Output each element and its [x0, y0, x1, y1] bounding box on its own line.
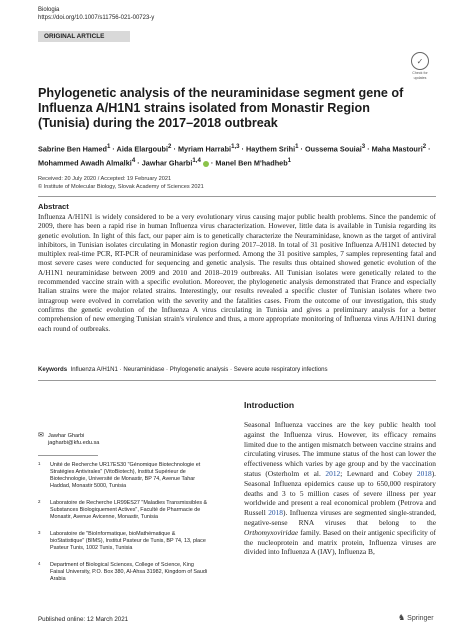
contact-email[interactable]: jagharbi@kfu.edu.sa [48, 440, 100, 446]
introduction-text: Seasonal Influenza vaccines are the key public health tool against the Influenza virus. However, its efficacy remains limited due to the antigen mismatch between vaccine strains and circulating viruses. The immune status of the host can lower the effectiveness which varies by age group and by the vaccination status (Osterholm et al. 2012; Lewnard and Cobey 2018). Seasonal Influenza epidemics cause up to 650,000 respiratory deaths and 3 to 5 million cases of severe illness per year worldwide and present a real economical problem (Petrova and Russell 2018). Influenza viruses are segmented single-stranded, negative-sense RNA viruses that belong to the Orthomyxoviridae family. Based on their antigenic specificity of the nucleoprotein and matrix protein, Influenza viruses are divided into Influenza A (IAV), Influenza B, [244, 420, 436, 557]
affiliation [38, 531, 208, 552]
author-affil: 2 [168, 143, 172, 150]
author-line-2: Mohammed Awadh Almalki$^4$ · Jawhar Gharbi$^{1,4}$ · Manel Ben M'hadheb$^1$ [38, 157, 292, 168]
affiliation [38, 500, 208, 521]
divider [38, 380, 436, 381]
author-name[interactable]: Aida Elargoubi [116, 144, 169, 154]
badge-text-top: Check for [412, 71, 428, 75]
author-list [38, 141, 438, 170]
paper-title: Phylogenetic analysis of the neuraminidase segment gene of Influenza A/H1N1 strains isolated from Monastir Region (Tunisia) during the 2017–2018 outbreak [38, 86, 404, 130]
introduction-heading: Introduction [244, 400, 295, 410]
article-dates [38, 176, 204, 191]
author-affil: 2 [422, 143, 427, 150]
copyright-line: © Institute of Molecular Biology, Slovak Academy of Sciences 2021 [38, 183, 204, 190]
abstract-text: Influenza A/H1N1 is widely considered to be a very evolutionary virus causing major public health problems. Since the pandemic of 2009, there has been a rapid rise in human Influenza virus characterization. However, little data is available in Tunisia regarding its genetic evolution. In light of this fact, our paper aim is to genetically characterize the Neuraminidase, known as the target of antiviral inhibitors, in Tunisian isolates circulating in Monastir region during 2017–2018. In total of 31 positive Influenza A/H1N1 detected by multiplex real-time PCR, RT-PCR of neuraminidase was performed. Among the 31 positive samples, 7 samples representing fatal and most severe cases were conducted for sequencing and genetic analysis. The results thus obtained showed genetic evolution of the A/H1N1 neuraminidase between 2009 and 2010 and 2018–2019 outbreaks. All Tunisian isolates were genetically related to the recommended vaccine strain with a specific evolution. Moreover, the phylogenetic analysis demonstrated that France and especially Italian strains were the major related strains. Interestingly, our results revealed a specific cluster of Tunisian isolates where two intragroup were evolved in correlation with the severity and the fatalities cases. From the outcome of our investigation, this study confirms the genetic evolution of the Influenza A virus circulating in Tunisia and gives a preliminary analysis for a better comprehension of new emerging Tunisian strain's virulence and thus, a more appropriate monitoring of Influenza virus A/H1N1 during each round of outbreaks. [38, 212, 436, 333]
divider [38, 196, 436, 197]
affiliation-text: Laboratoire de Recherche LR99ES27 "Maladies Transmissibles & Substances Biologiquement Actives", Faculté de Pharmacie de Monastir, Avenue Avicenne, Monastir, Tunisia [50, 500, 208, 520]
affiliation-text: Laboratoire de "BioInformatique, bioMathématique & bioStatistique" (BIMS), Institut Pasteur de Tunis, BP 74, 13, place Pasteur Tunis, 1002 Tunis, Tunisia [50, 531, 206, 551]
springer-horse-icon: ♞ [398, 613, 406, 622]
author-affil: 1,4 [192, 157, 201, 165]
affiliation-number: 4 [38, 561, 41, 566]
publisher-name: Springer [407, 615, 434, 622]
author-name[interactable]: Sabrine Ben Hamed [38, 144, 107, 154]
author-name[interactable]: Mohammed Awadh Almalki [38, 158, 132, 168]
keywords-label: Keywords [38, 366, 68, 373]
orcid-icon[interactable] [203, 161, 209, 167]
footnote-divider [38, 455, 98, 456]
journal-name: Biologia [38, 7, 60, 13]
keywords-text: Influenza A/H1N1 · Neuraminidase · Phylogenetic analysis · Severe acute respiratory infections [70, 366, 328, 373]
affiliation-number: 1 [38, 461, 41, 466]
author-affil: 1 [106, 143, 111, 150]
author-name[interactable]: Haythem Srihi [246, 144, 296, 154]
author-affil: 3 [361, 143, 366, 150]
affiliation [38, 462, 208, 490]
doi-link[interactable]: https://doi.org/10.1007/s11756-021-00723-y [38, 15, 155, 21]
author-name[interactable]: Manel Ben M'hadheb [215, 158, 288, 168]
citation-link[interactable]: 2018 [268, 508, 283, 518]
author-name[interactable]: Oussema Souiai [305, 144, 362, 154]
author-line-1: Sabrine Ben Hamed$^1$ · Aida Elargoubi$^2$ · Myriam Harrabi$^{1,3}$ · Haythem Srihi$^1$ · Oussema Souiai$^3$ · Maha Mastouri$^2$ · [38, 143, 431, 154]
author-name[interactable]: Jawhar Gharbi [141, 158, 193, 168]
contact-name: Jawhar Gharbi [48, 433, 85, 439]
badge-text-bottom: updates [413, 76, 427, 80]
keywords [38, 366, 436, 374]
author-name[interactable]: Maha Mastouri [371, 144, 423, 154]
citation-link[interactable]: 2012 [325, 468, 341, 478]
corresponding-author [38, 432, 99, 447]
published-date: Published online: 12 March 2021 [38, 616, 129, 623]
author-affil: 1,3 [231, 143, 240, 150]
author-affil: 1 [287, 157, 292, 165]
author-affil: 1 [295, 143, 299, 150]
envelope-icon: ✉ [38, 432, 44, 439]
affiliation-text: Department of Biological Sciences, College of Science, King Faisal University, P.O. Box 380, Al-Ahsa 31982, Kingdom of Saudi Arabia [50, 562, 208, 582]
author-name[interactable]: Myriam Harrabi [177, 144, 232, 154]
publisher-logo [398, 613, 434, 622]
crossmark-icon: ✓ [411, 52, 429, 70]
affiliation-number: 3 [38, 530, 41, 535]
article-type-label: ORIGINAL ARTICLE [38, 31, 130, 42]
affiliation-number: 2 [38, 499, 41, 504]
check-for-updates-badge[interactable] [406, 52, 434, 80]
affiliation [38, 562, 208, 583]
citation-link[interactable]: 2018 [416, 468, 432, 478]
author-affil: 4 [131, 157, 136, 165]
received-accepted: Received: 20 July 2020 / Accepted: 19 February 2021 [38, 176, 172, 182]
abstract-heading: Abstract [38, 202, 69, 211]
affiliation-text: Unité de Recherche UR17ES30 "Génomique Biotechnologie et Stratégies Antivirales" (VitoBiotech), Institut Supérieur de Biotechnologie, Université de Monastir, BP 74, Avenue Tahar Haddad, Monastir 5000, Tunisia [50, 462, 201, 489]
